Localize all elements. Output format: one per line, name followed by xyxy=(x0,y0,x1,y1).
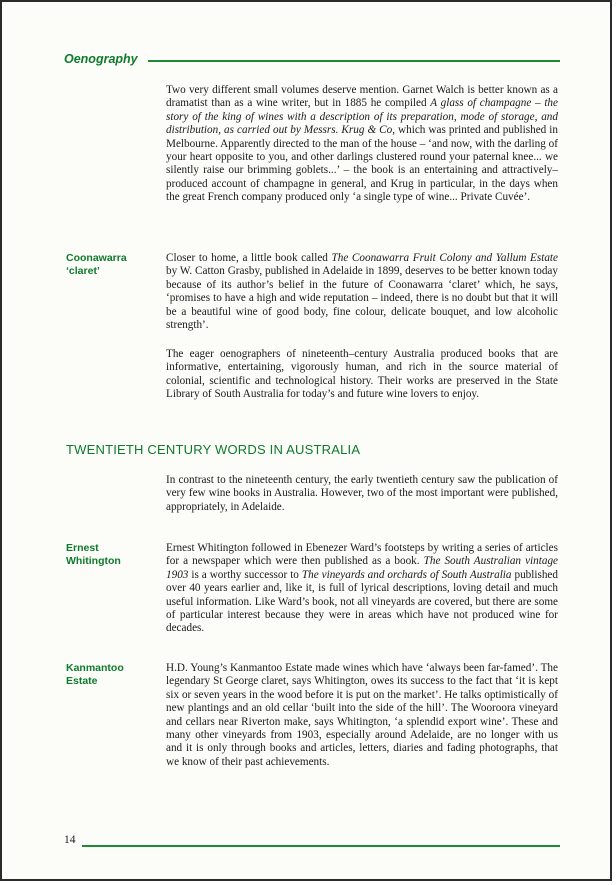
section-heading: TWENTIETH CENTURY WORDS IN AUSTRALIA xyxy=(66,442,361,457)
paragraph-oenographers: The eager oenographers of nineteenth–century Australia produced books that are informative, entertaining, vigorously human, and rich in the source material of colonial, scientific and technological history. Their works are preserved in the State Library of South Australia for today’s and future wine lovers to enjoy. xyxy=(166,348,558,401)
paragraph-ernest-whitington: Ernest Whitington followed in Ebenezer Ward’s footsteps by writing a series of articles for a newspaper which were then published as a book. The South Australian vintage 1903 is a worthy successor to The vineyards and orchards of South Australia published over 40 years earlier and, like it, is full of lyrical descriptions, loving detail and much useful information. Like Ward’s book, not all vineyards are covered, but there are some of particular interest because they were in areas which have not produced wine for decades. xyxy=(166,542,558,635)
paragraph-walch-champagne: Two very different small volumes deserve mention. Garnet Walch is better known as a dramatist than as a wine writer, but in 1885 he compiled A glass of champagne – the story of the king of wines with a description of its preparation, mode of storage, and distribution, as carried out by Messrs. Krug & Co, which was printed and published in Melbourne. Apparently directed to the man of the house – ‘and now, with the darling of your heart opposite to you, and other darlings clustered round your paternal knee... we silently raise our brimming goblets...’ – the book is an entertaining and attractively–produced account of champagne in general, and Krug in particular, in the days when the great French company produced only ‘a single type of wine... Private Cuvée’. xyxy=(166,84,558,204)
page-number: 14 xyxy=(64,834,76,846)
side-label-coonawarra-line1: Coonawarra xyxy=(66,252,127,264)
side-label-kanmantoo-estate xyxy=(66,662,158,688)
side-label-coonawarra xyxy=(66,252,158,278)
side-label-kanmantoo-line1: Kanmantoo xyxy=(66,662,124,674)
side-label-kanmantoo-line2: Estate xyxy=(66,675,98,687)
running-header-title: Oenography xyxy=(64,52,138,66)
page-footer xyxy=(64,834,560,854)
paragraph-twentieth-century-intro: In contrast to the nineteenth century, the early twentieth century saw the publication of very few wine books in Australia. However, two of the most important were published, appropriately, in Adelaide. xyxy=(166,474,558,513)
header-rule xyxy=(148,60,560,62)
paragraph-kanmantoo-estate: H.D. Young’s Kanmantoo Estate made wines which have ‘always been far-famed’. The legendary St George claret, says Whitington, owes its success to the fact that ‘it is kept six or seven years in the wood before it is put on the market’. He talks optimistically of new plantings and an old cellar ‘built into the side of the hill’. The Wooroora vineyard and cellars near Riverton make, says Whitington, ‘a splendid export wine’. These and many other vineyards from 1903, especially around Adelaide, are no longer with us and it is only through books and articles, letters, diaries and fading photographs, that we know of their past achievements. xyxy=(166,662,558,768)
running-header xyxy=(64,50,560,70)
side-label-ernest-line2: Whitington xyxy=(66,555,121,567)
footer-rule xyxy=(82,845,560,847)
side-label-ernest-line1: Ernest xyxy=(66,542,99,554)
paragraph-coonawarra: Closer to home, a little book called The Coonawarra Fruit Colony and Yallum Estate by W. Catton Grasby, published in Adelaide in 1899, deserves to be better known today because of its author’s belief in the future of Coonawarra ‘claret’ which, he says, ‘promises to have a high and wide reputation – indeed, there is no doubt but that it will be a beautiful wine of good body, fine colour, delicate bouquet, and low alcoholic strength’. xyxy=(166,252,558,332)
side-label-coonawarra-line2: ‘claret’ xyxy=(66,265,100,277)
side-label-ernest-whitington xyxy=(66,542,158,568)
